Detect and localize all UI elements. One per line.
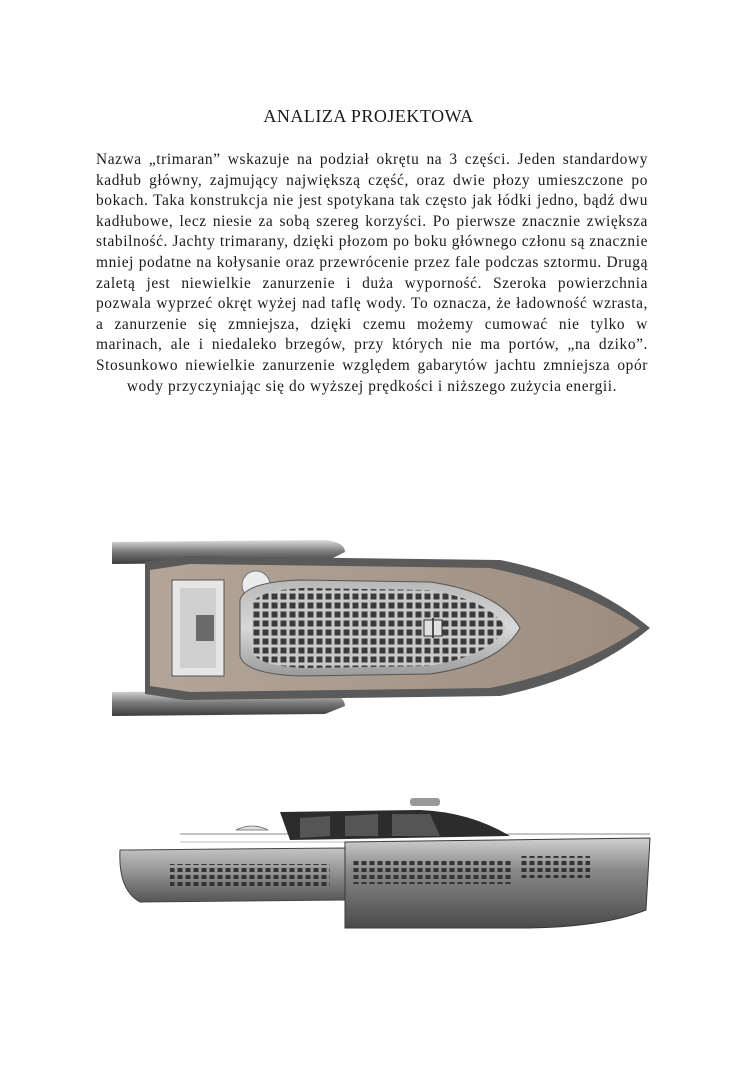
trimaran-top-view-figure (0, 520, 737, 735)
page-title: ANALIZA PROJEKTOWA (263, 106, 474, 126)
trimaran-side-view-figure (0, 790, 737, 935)
body-paragraph: Nazwa „trimaran” wskazuje na podział okrętu na 3 części. Jeden standardowy kadłub główny, zajmujący największą część, oraz dwie płozy umieszczone po bokach. Taka konstrukcja nie jest spotykana tak często jak łódki jedno, bądź dwu kadłubowe, lecz niesie za sobą szereg korzyści. Po pierwsze znacznie zwiększa stabilność. Jachty trimarany, dzięki płozom po boku głównego członu są znacznie mniej podatne na kołysanie oraz przewrócenie przez fale podczas sztormu. Drugą zaletą jest niewielkie zanurzenie i duża wyporność. Szeroka powierzchnia pozwala wyprzeć okręt wyżej nad taflę wody. To oznacza, że ładowność wzrasta, a zanurzenie się zmniejsza, dzięki czemu możemy cumować nie tylko w marinach, ale i niedaleko brzegów, przy których nie ma portów, „na dziko”. Stosunkowo niewielkie zanurzenie względem gabarytów jachtu zmniejsza opór wody przyczyniając się do wyższej prędkości i niższego zużycia energii. (96, 151, 648, 395)
trimaran-top-view-render-icon (0, 520, 737, 735)
trimaran-side-view-render-icon (0, 790, 737, 935)
